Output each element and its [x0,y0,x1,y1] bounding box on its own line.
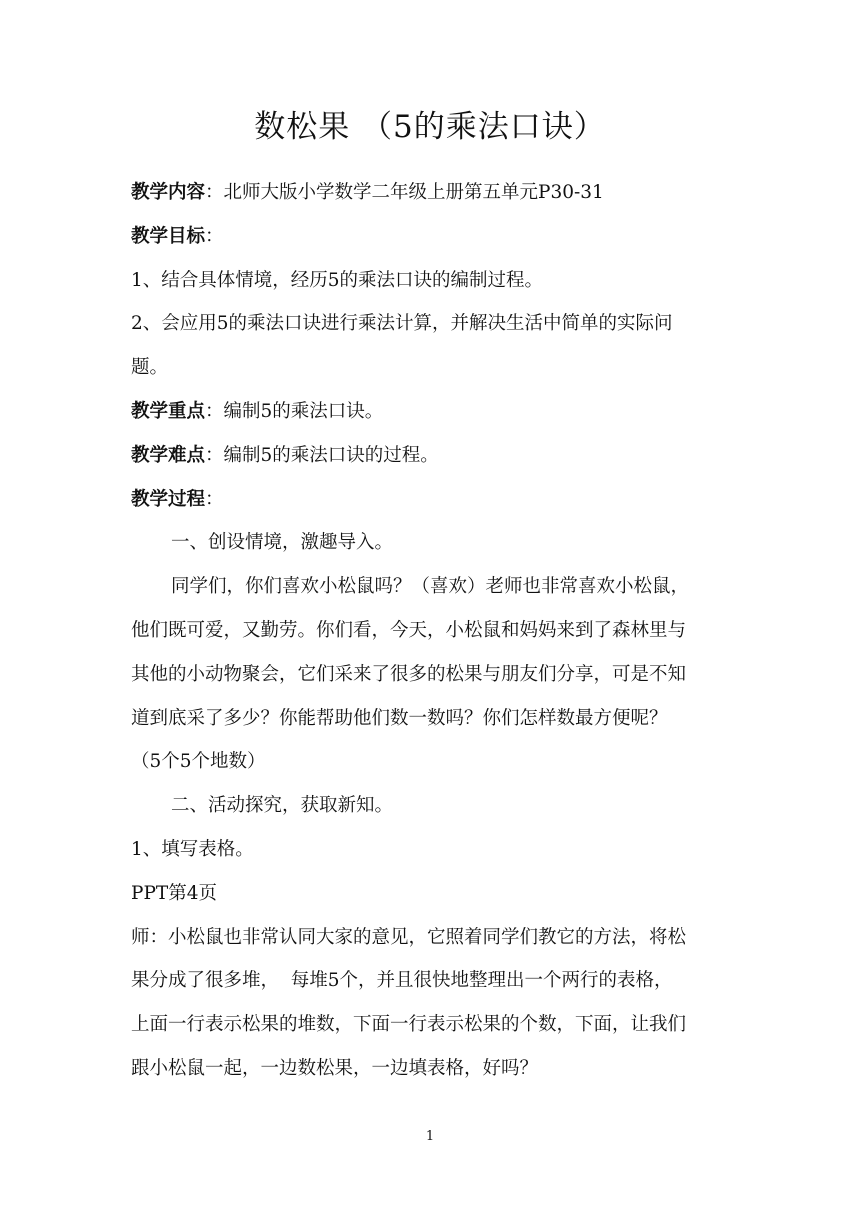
content-colon: ： [205,182,224,203]
intro-paragraph-line-5: （5个5个地数） [131,751,266,773]
objective-2-line-2: 题。 [131,357,169,379]
objectives-colon: ： [205,225,224,247]
difficulty-value: 编制5的乘法口诀的过程。 [223,444,439,466]
content-line [131,171,736,215]
content-label: 教学内容 [131,182,206,203]
intro-paragraph-line-2: 他们既可爱，又勤劳。你们看，今天，小松鼠和妈妈来到了森林里与 [131,619,687,641]
objectives-heading [131,215,736,259]
key-point-line [131,390,736,434]
document-title: 数松果 （5的乘法口诀） [254,109,606,145]
teacher-paragraph-line-4: 跟小松鼠一起，一边数松果，一边填表格，好吗？ [131,1057,539,1079]
difficulty-line [131,434,736,478]
content-value: 北师大版小学数学二年级上册第五单元P30-31 [223,182,604,203]
intro-paragraph-line-3: 其他的小动物聚会，它们采来了很多的松果与朋友们分享，可是不知 [131,663,687,685]
intro-paragraph-line-4: 道到底采了多少？你能帮助他们数一数吗？你们怎样数最方便呢？ [131,707,668,729]
objectives-label: 教学目标 [131,225,206,247]
teacher-paragraph-line-2: 果分成了很多堆， 每堆5个，并且很快地整理出一个两行的表格， [131,970,673,992]
key-point-colon: ： [205,400,224,422]
difficulty-colon: ： [205,444,224,466]
step-2-heading: 二、活动探究，获取新知。 [171,795,394,817]
page-number: 1 [425,1129,435,1144]
process-heading [131,478,736,522]
teacher-paragraph-line-1: 师：小松鼠也非常认同大家的意见，它照着同学们教它的方法，将松 [131,926,687,948]
difficulty-label: 教学难点 [131,444,206,466]
process-colon: ： [205,488,224,510]
step-1-heading: 一、创设情境，激趣导入。 [171,532,394,554]
teacher-paragraph-line-3: 上面一行表示松果的堆数，下面一行表示松果的个数，下面，让我们 [131,1014,687,1036]
key-point-label: 教学重点 [131,400,206,422]
document-body [131,171,736,1091]
ppt-reference: PPT第4页 [131,882,218,904]
fill-table-item: 1、填写表格。 [131,838,254,860]
objective-1: 1、结合具体情境，经历5的乘法口诀的编制过程。 [131,269,544,291]
intro-paragraph-line-1: 同学们，你们喜欢小松鼠吗？（喜欢）老师也非常喜欢小松鼠， [171,576,690,598]
objective-2-line-1: 2、会应用5的乘法口诀进行乘法计算，并解决生活中简单的实际问 [131,313,673,335]
process-label: 教学过程 [131,488,206,510]
key-point-value: 编制5的乘法口诀。 [223,400,384,422]
